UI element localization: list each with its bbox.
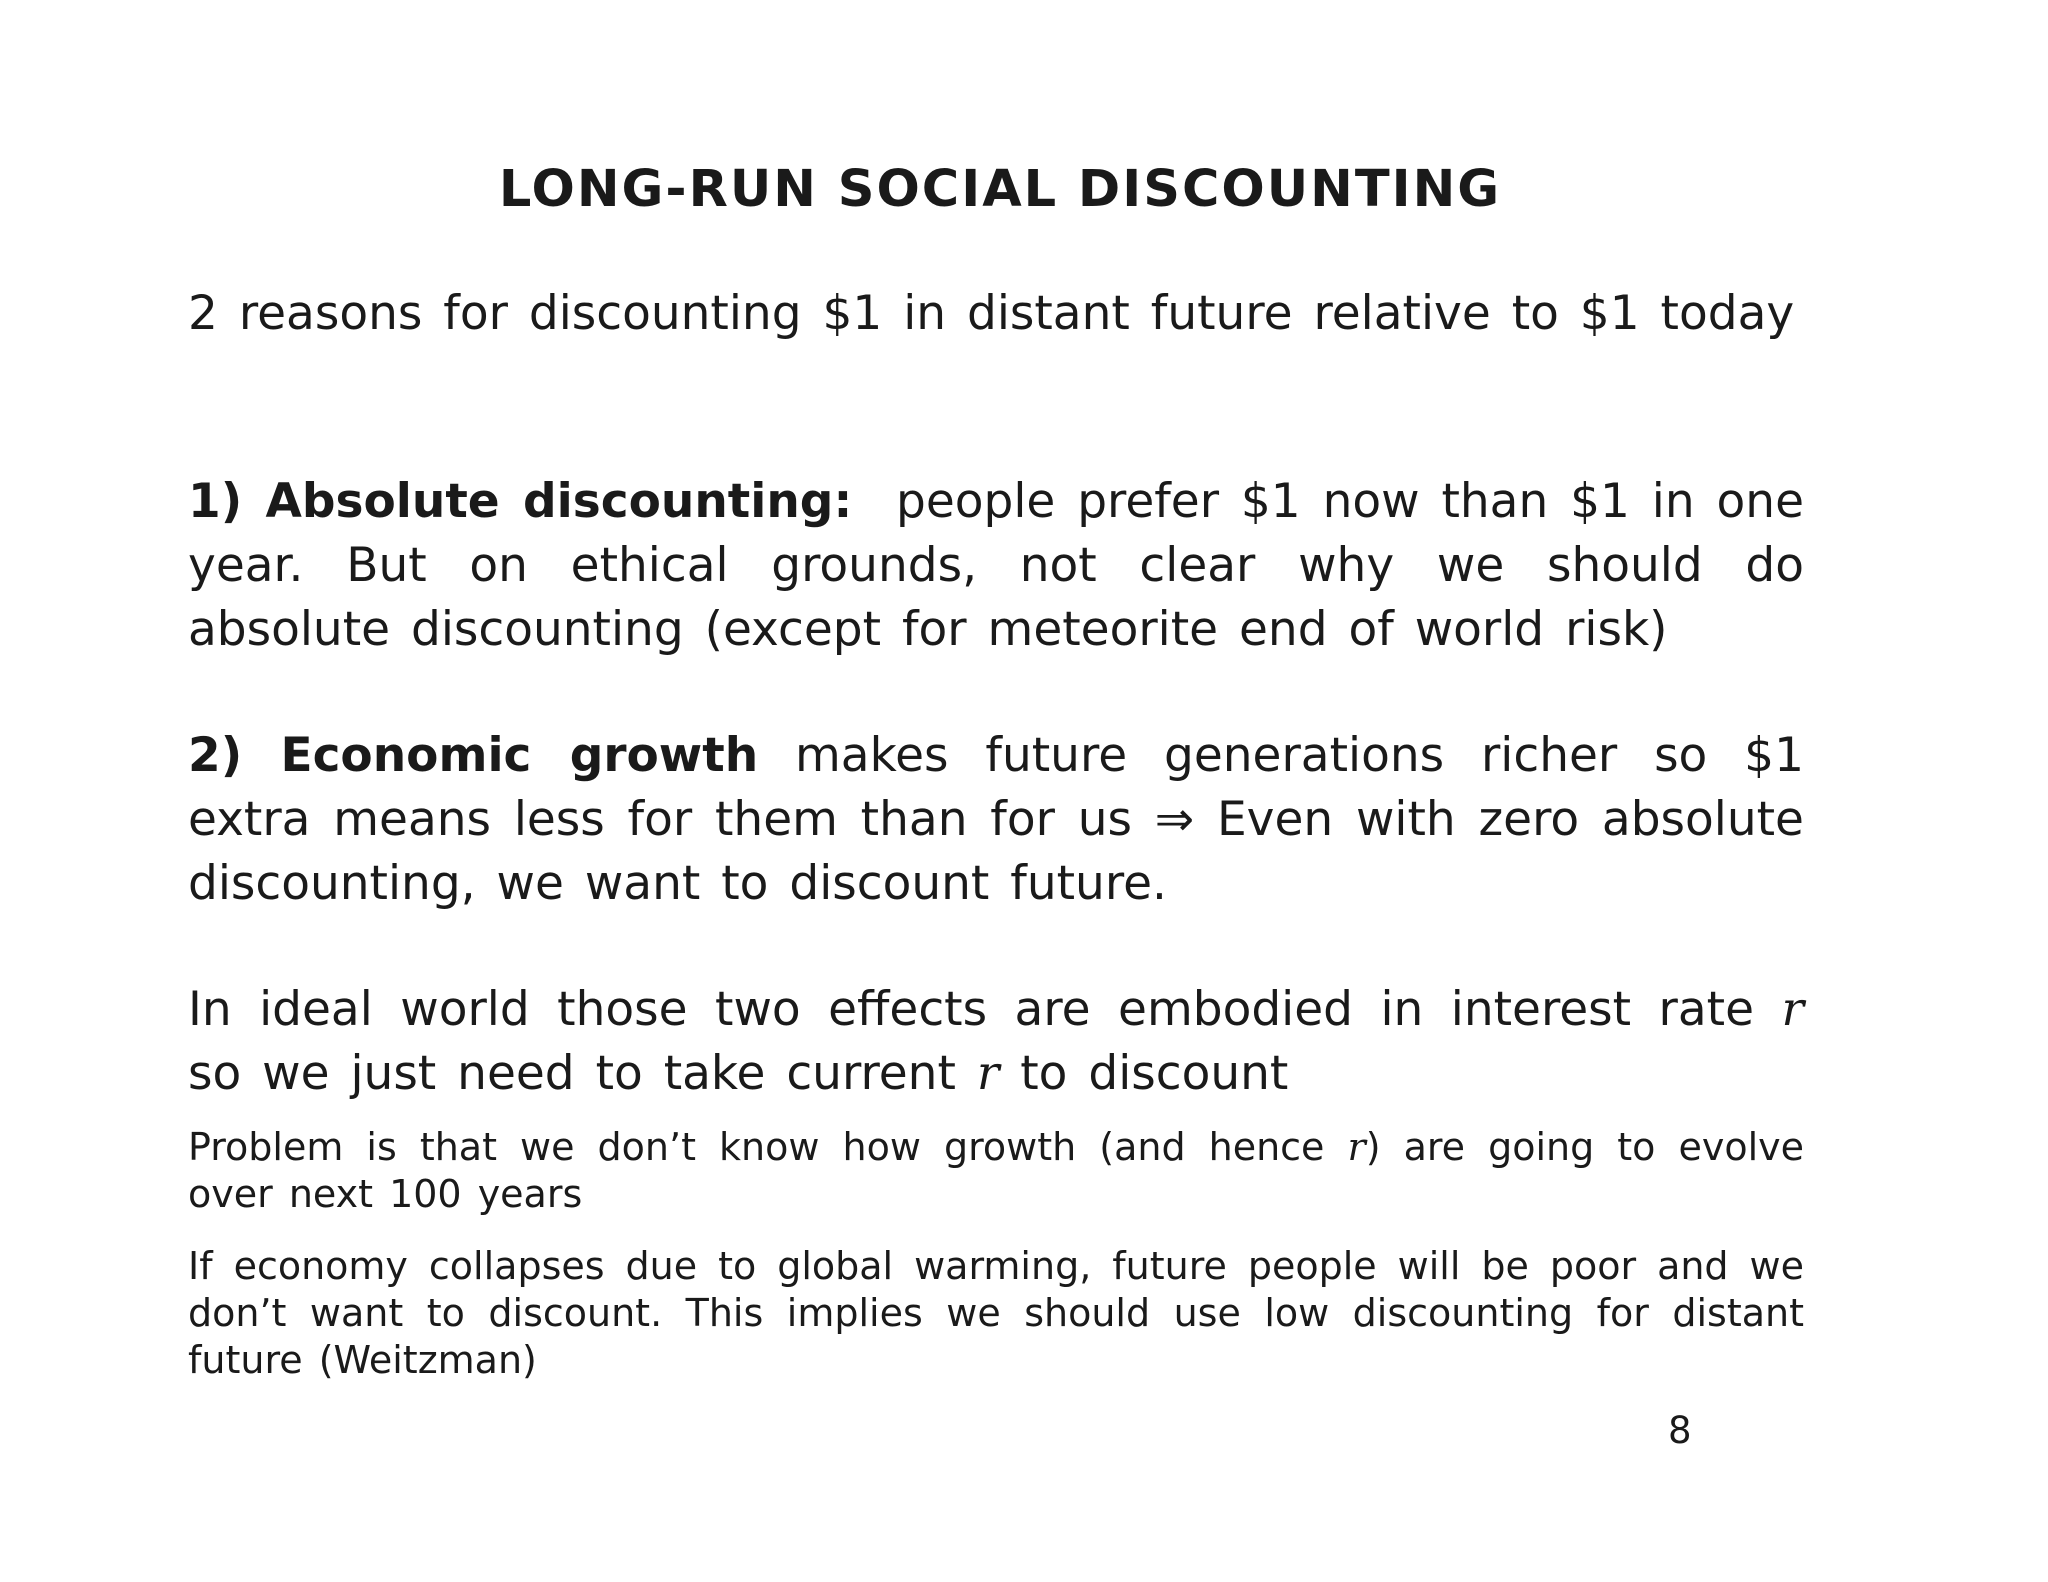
reason-2-paragraph xyxy=(188,724,1804,916)
reason-1-paragraph xyxy=(188,470,1804,662)
reason-1-text: people prefer $1 now than $1 in one year. But on ethical grounds, not clear why we should do absolute discounting (except for meteorite end of world risk) xyxy=(188,474,1804,657)
slide-title: LONG-RUN SOCIAL DISCOUNTING xyxy=(498,160,1502,219)
reason-2-label: 2) Economic growth xyxy=(188,728,759,783)
reason-2-text: makes future generations richer so $1 extra means less for them than for us xyxy=(188,728,1804,847)
problem-paragraph xyxy=(188,1124,1804,1218)
interest-rate-variable: r xyxy=(1781,982,1804,1037)
intro-paragraph: 2 reasons for discounting $1 in distant future relative to $1 today xyxy=(188,286,1795,341)
ideal-world-paragraph xyxy=(188,978,1804,1106)
ideal-text-2: so we just need to take current xyxy=(188,1046,956,1101)
interest-rate-variable: r xyxy=(976,1046,1000,1101)
page-number: 8 xyxy=(1668,1409,1692,1452)
collapse-paragraph: If economy collapses due to global warming, future people will be poor and we don’t want to discount. This implies we should use low discounting for distant future (Weitzman) xyxy=(188,1244,1804,1382)
problem-text-2: ) are going to evolve over next 100 years xyxy=(188,1125,1805,1216)
ideal-text-1: In ideal world those two effects are embodied in interest rate xyxy=(188,982,1755,1037)
implies-arrow: ⇒ xyxy=(1154,792,1195,847)
interest-rate-variable: r xyxy=(1347,1125,1366,1169)
reason-1-label: 1) Absolute discounting: xyxy=(188,474,853,529)
ideal-text-3: to discount xyxy=(1020,1046,1289,1101)
problem-text-1: Problem is that we don’t know how growth (and hence xyxy=(188,1125,1325,1169)
reason-2-conclusion: Even with zero absolute discounting, we want to discount future. xyxy=(188,792,1804,911)
